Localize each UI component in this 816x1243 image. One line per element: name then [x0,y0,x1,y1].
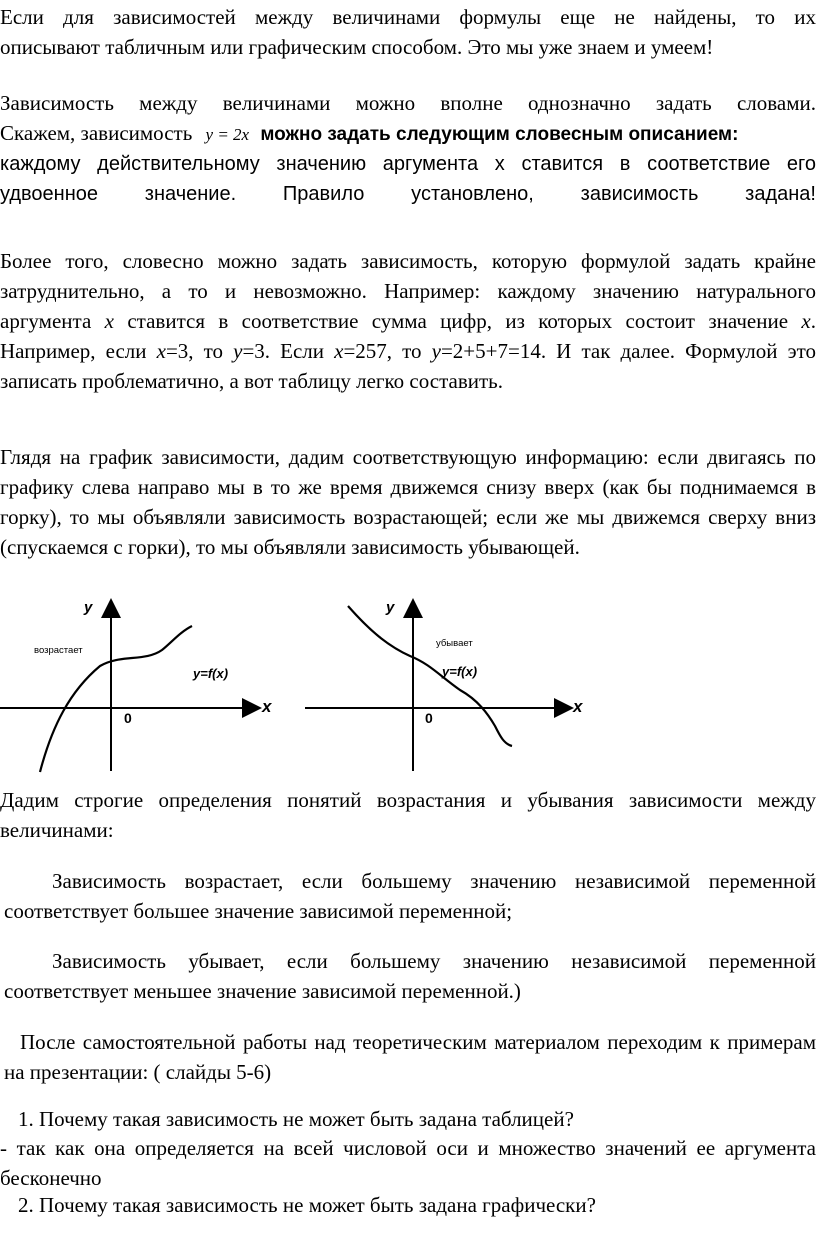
para6: После самостоятельной работы над теоретическим материалом переходим к примерам на презентации: ( слайды 5-6) [4,1030,816,1084]
para5: Дадим строгие определения понятий возрастания и убывания зависимости между величинами: [0,788,816,842]
para3-text-e: =3. Если [242,339,335,363]
decreasing-label: убывает [436,638,473,649]
var-x: x [104,309,114,333]
para2-line3: каждому действительному значению аргумента х ставится в соответствие его [0,153,816,175]
para2-line2 [0,118,816,150]
para1-line2: описывают табличным или графическим способом. Это мы уже знаем и умеем! [0,35,714,59]
question-1: 1. Почему такая зависимость не может быть задана таблицей? [18,1107,574,1131]
origin-label: 0 [425,710,433,726]
x-axis-label: x [262,697,272,716]
para3-text-a: Более того, словесно можно задать зависимость, которую формулой задать крайне затруднительно, а то и невозможно. Например: каждому значению натурального аргумента [0,249,816,333]
para3-text-c: . Например, если [0,309,816,363]
para1-line1: Если для зависимостей между величинами формулы еще не найдены, то их [0,5,816,29]
para2-line4: удвоенное значение. Правило установлено, зависимость задана! [0,183,816,205]
formula: y = 2x [205,125,250,144]
origin-label: 0 [124,710,132,726]
x-axis-label: x [573,697,583,716]
func-label: y=f(x) [442,664,478,679]
para3-text-d: =3, то [165,339,234,363]
para3-text-b: ставится в соответствие сумма цифр, из которых состоит значение [113,309,802,333]
increasing-label: возрастает [34,645,83,656]
var-y: y [431,339,441,363]
para3-text-g: =2+5+7=14. И так далее. Формулой это записать проблематично, а вот таблицу легко составить. [0,339,816,393]
var-x: x [801,309,811,333]
y-axis-label: y [84,599,93,616]
y-axis-label: y [386,599,395,616]
graph-decreasing [300,596,600,776]
answer-1: - так как она определяется на всей числовой оси и множество значений ее аргумента бесконечно [0,1136,816,1190]
definition-decreasing: Зависимость убывает, если большему значению независимой переменной соответствует меньшее значение зависимой переменной.) [4,949,816,1003]
para3-text-f: =257, то [343,339,432,363]
var-x: x [156,339,166,363]
func-label: y=f(x) [193,666,229,681]
para2-line1: Зависимость между величинами можно вполне однозначно задать словами. [0,91,816,115]
para2-line2-b: можно задать следующим словесным описанием: [255,124,739,145]
var-x: x [334,339,344,363]
para4: Глядя на график зависимости, дадим соответствующую информацию: если двигаясь по графику слева направо мы в то же время движемся снизу вверх (как бы поднимаемся в горку), то мы объявляли зависимость возрастающей; если же мы движемся сверху вниз (спускаемся с горки), то мы объявляли зависимость убывающей. [0,445,816,559]
para3 [0,246,816,396]
definition-increasing: Зависимость возрастает, если большему значению независимой переменной соответствует большее значение зависимой переменной; [4,869,816,923]
graph-increasing [0,596,300,776]
para2-line2-a: Скажем, зависимость [0,121,198,145]
var-y: y [233,339,243,363]
question-2: 2. Почему такая зависимость не может быть задана графически? [18,1193,596,1217]
